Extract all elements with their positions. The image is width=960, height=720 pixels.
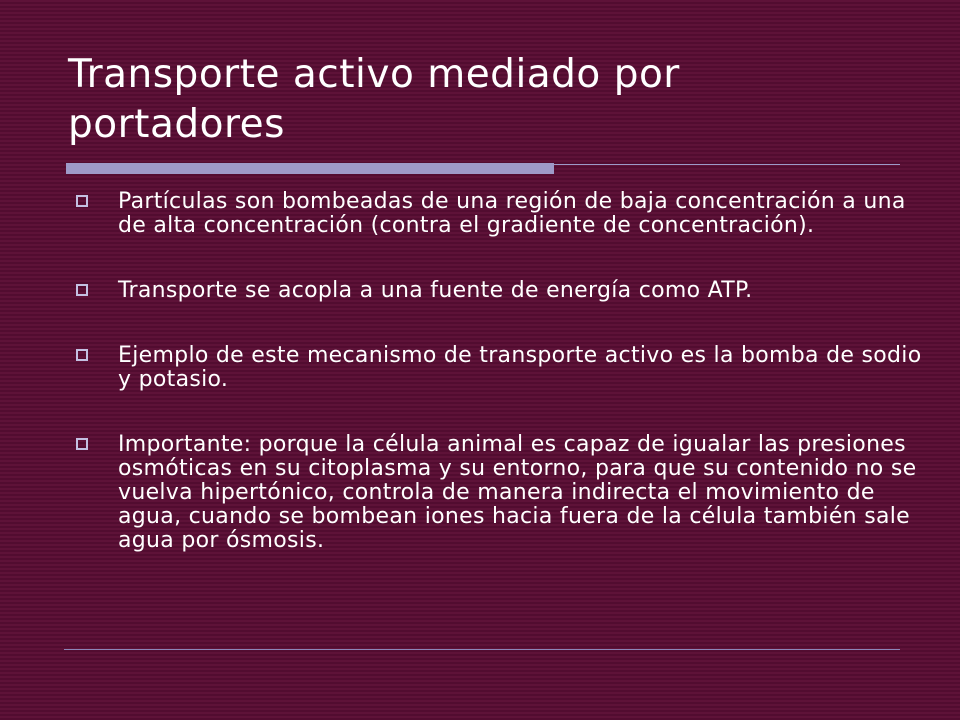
footer-divider <box>64 649 900 650</box>
slide-title: Transporte activo mediado por portadores <box>68 52 680 147</box>
bullet-item <box>72 433 932 553</box>
bullet-item <box>72 344 932 392</box>
bullet-item <box>72 279 932 303</box>
bullet-item <box>72 190 932 238</box>
hollow-square-icon <box>76 349 88 361</box>
hollow-square-icon <box>76 438 88 450</box>
bullet-list <box>72 190 932 553</box>
title-underline-thick <box>66 163 554 174</box>
bullet-text: Ejemplo de este mecanismo de transporte activo es la bomba de sodio y potasio. <box>118 343 922 392</box>
bullet-text: Partículas son bombeadas de una región de baja concentración a una de alta concentración (contra el gradiente de concentración). <box>118 189 906 238</box>
hollow-square-icon <box>76 284 88 296</box>
bullet-text: Importante: porque la célula animal es capaz de igualar las presiones osmóticas en su citoplasma y su entorno, para que su contenido no se vuelva hipertónico, controla de manera indirecta el movimiento de agua, cuando se bombean iones hacia fuera de la célula también sale agua por ósmosis. <box>118 432 917 553</box>
title-underline-thin <box>554 164 900 165</box>
bullet-text: Transporte se acopla a una fuente de energía como ATP. <box>118 278 753 303</box>
hollow-square-icon <box>76 195 88 207</box>
